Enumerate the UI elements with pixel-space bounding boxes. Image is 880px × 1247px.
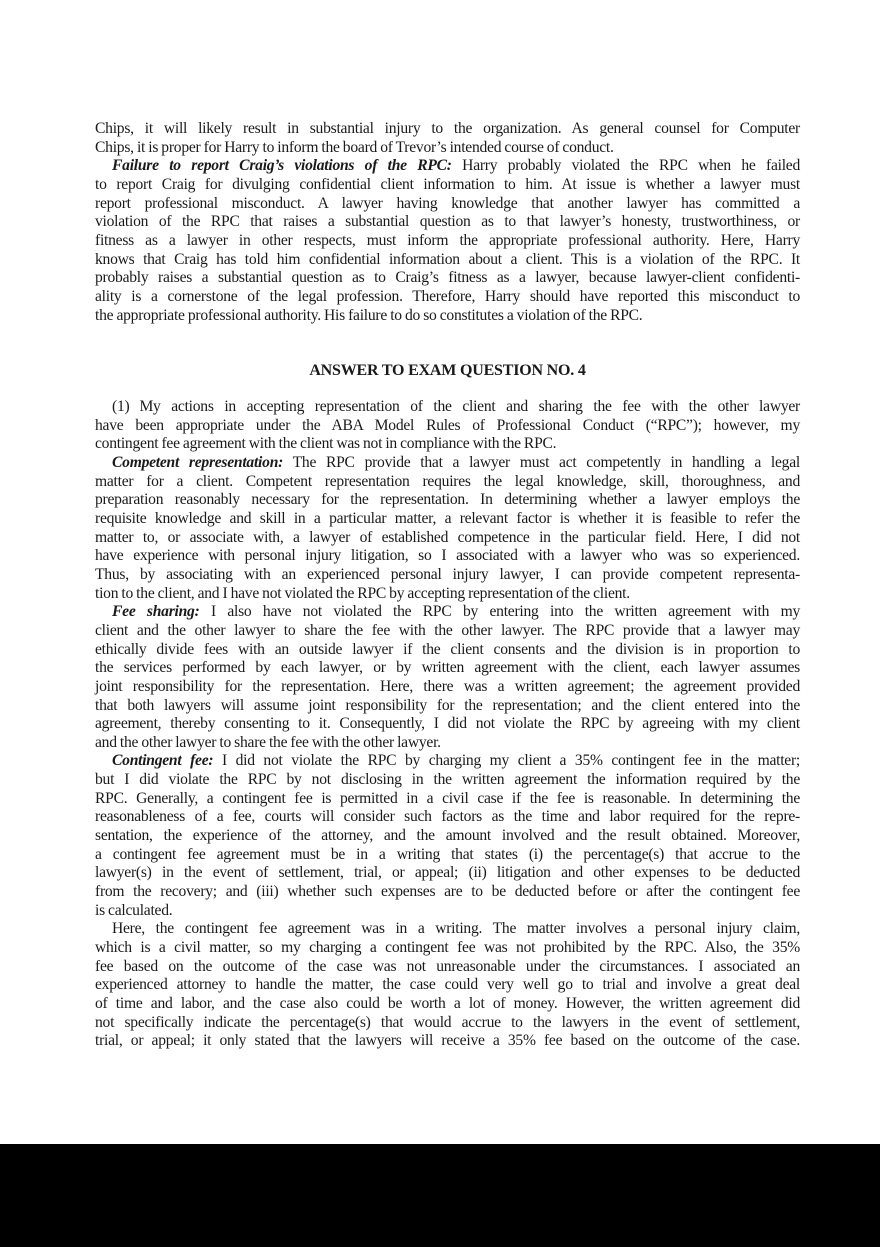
text-line: from the recovery; and (iii) whether such expenses are to be deducted before or after the contingent fee	[95, 883, 800, 901]
text-line: lawyer(s) in the event of settlement, trial, or appeal; (ii) litigation and other expenses to be deducted	[95, 864, 800, 882]
text-line: RPC. Generally, a contingent fee is permitted in a civil case if the fee is reasonable. In determining the	[95, 789, 800, 807]
text-line: not specifically indicate the percentage(s) that would accrue to the lawyers in the event of settlement,	[95, 1013, 800, 1031]
text-line: Chips, it will likely result in substantial injury to the organization. As general counsel for Computer	[95, 120, 800, 137]
text-line: sentation, the experience of the attorney, and the amount involved and the result obtained. Moreover,	[95, 827, 800, 845]
text-run: I did not violate the RPC by charging my client a 35% contingent fee in the matter;	[213, 752, 800, 770]
text-line: contingent fee agreement with the client was not in compliance with the RPC.	[95, 435, 557, 453]
text-line: violation of the RPC that raises a substantial question as to that lawyer’s honesty, trustworthiness, or	[95, 213, 800, 231]
text-line: fee based on the outcome of the case was not unreasonable under the circumstances. I associated an	[95, 957, 800, 975]
text-line: knows that Craig has told him confidential information about a client. This is a violation of the RPC. It	[95, 250, 800, 268]
text-line: ethically divide fees with an outside lawyer if the client consents and the division is in proportion to	[95, 640, 800, 658]
text-line: of time and labor, and the case also could be worth a lot of money. However, the written agreement did	[95, 995, 800, 1012]
text-line: report professional misconduct. A lawyer having knowledge that another lawyer has committed a	[95, 194, 800, 212]
text-run: I also have not violated the RPC by entering into the written agreement with my	[199, 603, 800, 621]
text-line: trial, or appeal; it only stated that the lawyers will receive a 35% fee based on the outcome of the case.	[95, 1032, 800, 1050]
text-line: to report Craig for divulging confidential client information to him. At issue is whether a lawyer must	[95, 175, 800, 193]
text-line: fitness as a lawyer in other respects, must inform the appropriate professional authority. Here, Harry	[95, 231, 800, 249]
text-line: ality is a cornerstone of the legal profession. Therefore, Harry should have reported this misconduct to	[95, 287, 800, 305]
bottom-black-bar	[0, 1144, 880, 1247]
paragraph-heading-fee-sharing: Fee sharing:	[112, 603, 200, 621]
text-run: Harry probably violated the RPC when he failed	[451, 157, 801, 175]
answer-body	[95, 398, 800, 1051]
paragraph-intro-first-line	[95, 398, 800, 417]
text-run: My actions in accepting representation of the client and sharing the fee with the other lawyer	[139, 398, 800, 415]
text-line: matter to, or associate with, a lawyer of established competence in the particular field. Here, I did not	[95, 528, 800, 546]
text-line: but I did violate the RPC by not disclosing in the written agreement the information required by the	[95, 771, 800, 789]
text-line: Thus, by associating with an experienced personal injury lawyer, I can provide competent representa-	[95, 565, 800, 583]
paragraph-failure-to-report-first-line	[95, 157, 800, 176]
text-line: and the other lawyer to share the fee with the other lawyer.	[95, 733, 441, 751]
answer-heading: ANSWER TO EXAM QUESTION NO. 4	[309, 362, 586, 379]
paragraph-here-first-line: Here, the contingent fee agreement was in a writing. The matter involves a personal injury claim,	[112, 920, 800, 938]
text-line: tion to the client, and I have not violated the RPC by accepting representation of the client.	[95, 584, 630, 602]
paragraph-contingent-fee-first-line	[95, 752, 800, 771]
text-line: preparation reasonably necessary for the representation. In determining whether a lawyer employs the	[95, 491, 800, 509]
text-line: which is a civil matter, so my charging a contingent fee was not prohibited by the RPC. Also, the 35%	[95, 939, 800, 957]
text-run: The RPC provide that a lawyer must act competently in handling a legal	[283, 453, 800, 471]
text-line: have experience with personal injury litigation, so I associated with a lawyer who was so experienced.	[95, 547, 800, 565]
text-line: is calculated.	[95, 901, 173, 919]
paragraph-heading-failure-to-report: Failure to report Craig’s violations of the RPC:	[112, 157, 452, 175]
text-line: matter for a client. Competent representation requires the legal knowledge, skill, thoroughness, and	[95, 472, 800, 490]
text-line: client and the other lawyer to share the fee with the other lawyer. The RPC provide that a lawyer may	[95, 621, 800, 639]
paragraph-heading-contingent-fee: Contingent fee:	[112, 752, 214, 770]
text-line: Chips, it is proper for Harry to inform the board of Trevor’s intended course of conduct.	[95, 138, 614, 156]
text-line: requisite knowledge and skill in a particular matter, a relevant factor is whether it is feasible to refer the	[95, 509, 800, 527]
text-line: reasonableness of a fee, courts will consider such factors as the time and labor required for the repre-	[95, 808, 800, 826]
text-line: a contingent fee agreement must be in a writing that states (i) the percentage(s) that accrue to the	[95, 845, 800, 863]
text-line: have been appropriate under the ABA Model Rules of Professional Conduct (“RPC”); however, my	[95, 416, 800, 434]
item-number: (1)	[112, 398, 130, 415]
paragraph-heading-competent-representation: Competent representation:	[112, 453, 284, 471]
previous-answer-continuation	[95, 120, 800, 325]
text-line: probably raises a substantial question as to Craig’s fitness as a lawyer, because lawyer-client confidenti-	[95, 269, 800, 287]
text-line: the services performed by each lawyer, or by written agreement with the client, each lawyer assumes	[95, 659, 800, 677]
paragraph-fee-sharing-first-line	[95, 603, 800, 622]
paragraph-competent-representation-first-line	[95, 454, 800, 473]
text-line: experienced attorney to handle the matter, the case could very well go to trial and involve a great deal	[95, 976, 800, 994]
text-line: that both lawyers will assume joint responsibility for the representation; and the client entered into the	[95, 696, 800, 714]
text-line: joint responsibility for the representation. Here, there was a written agreement; the agreement provided	[95, 677, 800, 695]
text-line: agreement, thereby consenting to it. Consequently, I did not violate the RPC by agreeing with my client	[95, 715, 800, 733]
text-line: the appropriate professional authority. His failure to do so constitutes a violation of the RPC.	[95, 306, 643, 324]
